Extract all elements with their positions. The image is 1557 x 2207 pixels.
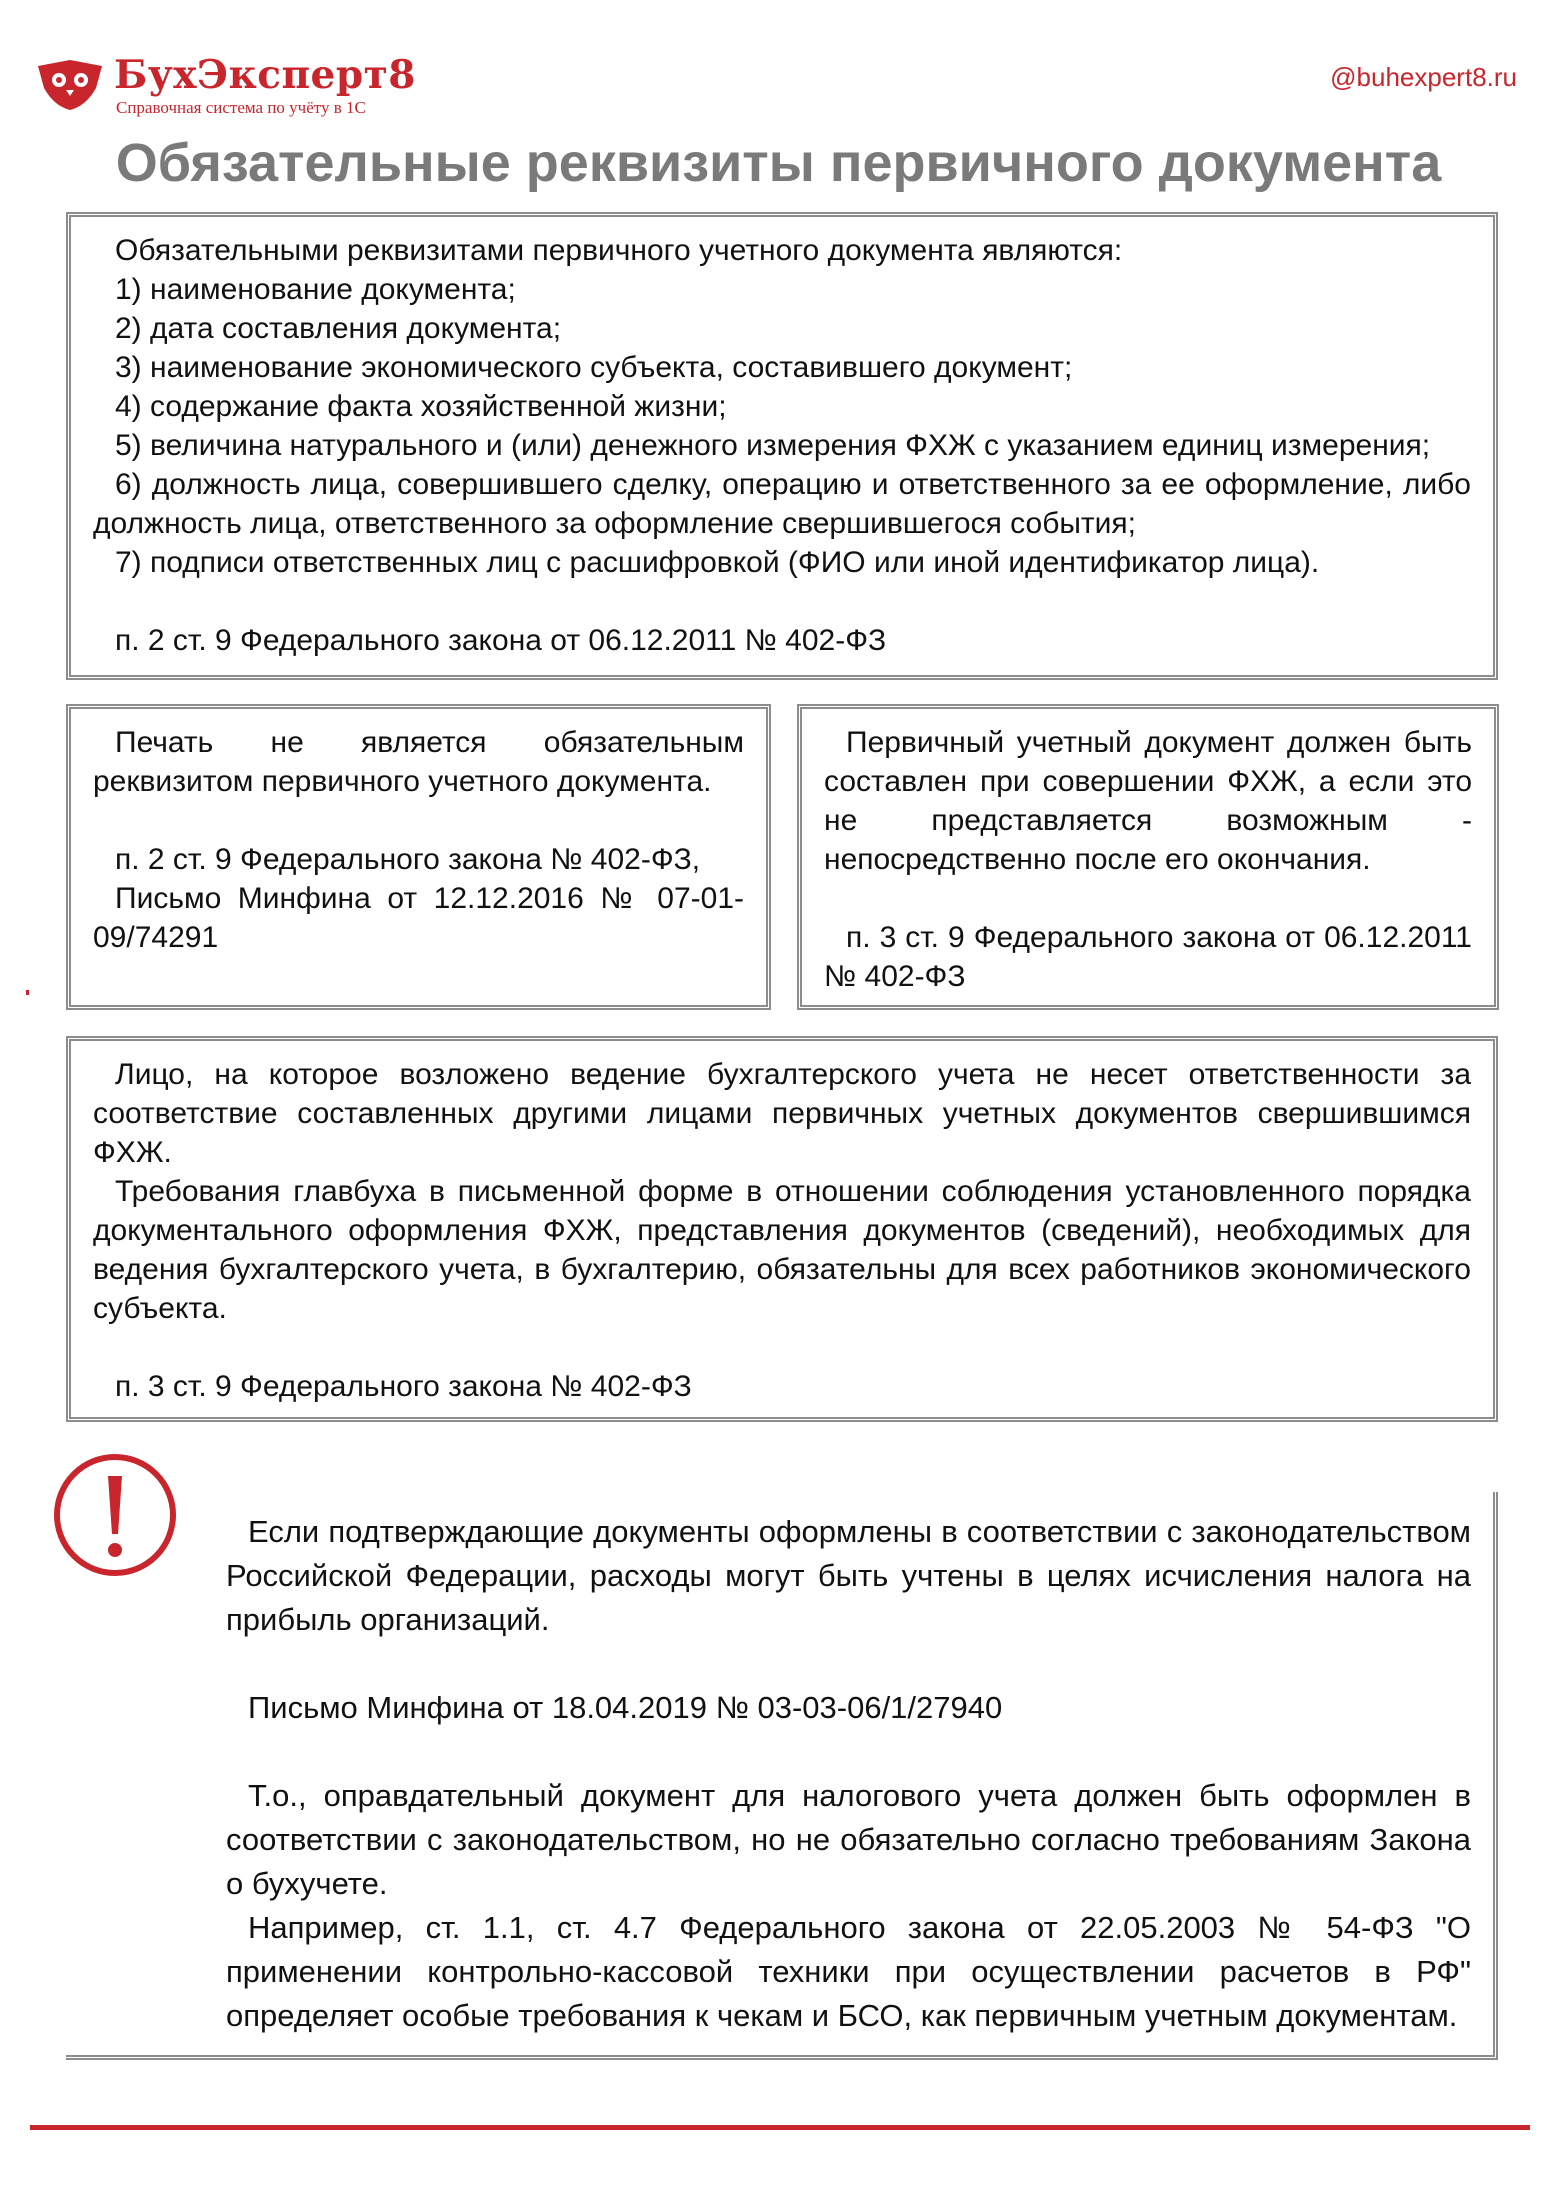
box4-reference: п. 3 ст. 9 Федерального закона № 402-ФЗ [115,1370,692,1403]
timing-box [797,704,1499,1010]
box2-text: Печать не является обязательным реквизитом первичного учетного документа. [93,726,744,798]
box5-reference: Письмо Минфина от 18.04.2019 № 03-03-06/1/27940 [248,1690,1003,1725]
box1-intro: Обязательными реквизитами первичного учетного документа являются: [115,234,1123,267]
list-item: 6) должность лица, совершившего сделку, операцию и ответственного за ее оформление, либо должность лица, ответственного за оформление свершившегося события; [93,468,1471,540]
list-item: 4) содержание факта хозяйственной жизни; [115,390,727,423]
brand-name: БухЭксперт8 [114,52,416,98]
list-item: 3) наименование экономического субъекта, составившего документ; [115,351,1073,384]
page-title: Обязательные реквизиты первичного документа [115,133,1442,193]
brand-logo[interactable] [36,52,416,118]
box2-reference-letter: Письмо Минфина от 12.12.2016 № 07-01-09/74291 [93,882,744,954]
box5-para2: Т.о., оправдательный документ для налогового учета должен быть оформлен в соответствии с законодательством, но не обязательно согласно требованиям Закона о бухучете. [226,1778,1471,1901]
box3-text: Первичный учетный документ должен быть составлен при совершении ФХЖ, а если это не представляется возможным - непосредственно после его окончания. [824,726,1472,876]
owl-shield-icon [36,58,104,112]
required-attributes-box [66,212,1498,680]
box1-reference: п. 2 ст. 9 Федерального закона от 06.12.2011 № 402-ФЗ [115,624,887,657]
box4-para1: Лицо, на которое возложено ведение бухгалтерского учета не несет ответственности за соответствие составленных другими лицами первичных учетных документов свершившимся ФХЖ. [93,1058,1471,1169]
site-link[interactable]: @buhexpert8.ru [1330,62,1517,92]
list-item: 1) наименование документа; [115,273,516,306]
list-item: 2) дата составления документа; [115,312,562,345]
stray-mark [26,990,29,995]
responsibility-box [66,1036,1498,1422]
box2-reference-law: п. 2 ст. 9 Федерального закона № 402-ФЗ, [115,843,701,876]
list-item: 5) величина натурального и (или) денежного измерения ФХЖ с указанием единиц измерения; [115,429,1431,462]
footer-divider [30,2125,1530,2130]
list-item: 7) подписи ответственных лиц с расшифровкой (ФИО или иной идентификатор лица). [115,546,1320,579]
box4-para2: Требования главбуха в письменной форме в отношении соблюдения установленного порядка документального оформления ФХЖ, представления документов (сведений), необходимых для ведения бухгалтерского учета, в бухгалтерию, обязательны для всех работников экономического субъекта. [93,1175,1471,1325]
box5-para1: Если подтверждающие документы оформлены в соответствии с законодательством Российской Федерации, расходы могут быть учтены в целях исчисления налога на прибыль организаций. [226,1514,1471,1637]
brand-tagline: Справочная система по учёту в 1С [116,98,366,117]
exclamation-circle-icon [50,1450,180,1580]
box3-reference: п. 3 ст. 9 Федерального закона от 06.12.2011 № 402-ФЗ [824,921,1472,993]
box5-para3: Например, ст. 1.1, ст. 4.7 Федерального закона от 22.05.2003 № 54-ФЗ "О применении контрольно-кассовой техники при осуществлении расчетов в РФ" определяет особые требования к чекам и БСО, как первичным учетным документам. [226,1910,1471,2033]
stamp-box [66,704,771,1010]
tax-accounting-box [66,1492,1498,2060]
